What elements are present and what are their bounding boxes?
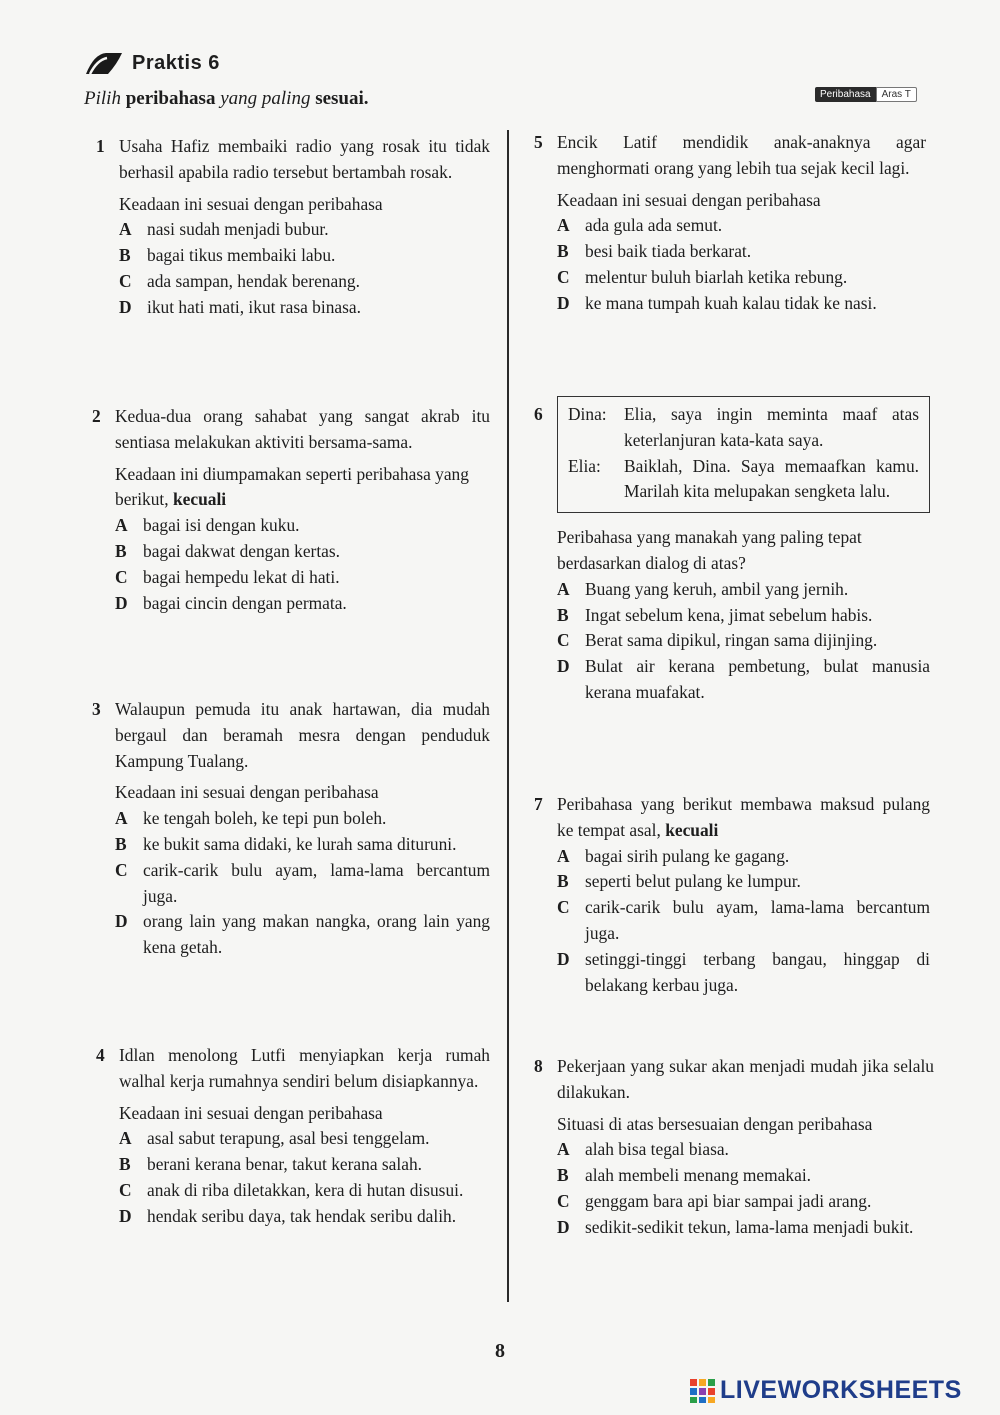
dialog-text: Baiklah, Dina. Saya memaafkan kamu. Marilah kita melupakan sengketa lalu. [624, 455, 919, 502]
option-list [557, 577, 930, 706]
option-letter: C [115, 566, 128, 587]
option-a[interactable] [557, 213, 926, 239]
option-b[interactable] [557, 603, 930, 629]
option-text: Ingat sebelum kena, jimat sebelum habis. [585, 604, 873, 625]
option-letter: A [557, 578, 570, 599]
option-letter: B [557, 241, 569, 262]
option-letter: A [119, 219, 132, 240]
dialog-line [568, 402, 919, 454]
question-stem-text: Peribahasa yang berikut membawa maksud pulang ke tempat asal, [557, 794, 930, 840]
question-lead: Situasi di atas bersesuaian dengan peribahasa [557, 1113, 873, 1134]
option-text: ke bukit sama didaki, ke lurah sama dituruni. [143, 833, 457, 854]
question-stem [557, 792, 930, 844]
question-stem: Encik Latif mendidik anak-anaknya agar menghormati orang yang lebih tua sejak kecil lagi. [557, 132, 926, 178]
question-lead: Peribahasa yang manakah yang paling tepat berdasarkan dialog di atas? [557, 527, 862, 573]
option-d[interactable] [557, 947, 930, 999]
question-stem: Walaupun pemuda itu anak hartawan, dia mudah bergaul dan beramah mesra dengan penduduk Kampung Tualang. [115, 699, 490, 771]
option-c[interactable] [119, 1178, 490, 1204]
option-letter: D [557, 1216, 570, 1237]
question-number: 6 [534, 404, 543, 424]
option-text: orang lain yang makan nangka, orang lain yang kena getah. [143, 911, 490, 958]
option-text: anak di riba diletakkan, kera di hutan disusui. [147, 1179, 464, 1200]
question-lead: Keadaan ini sesuai dengan peribahasa [119, 1102, 383, 1123]
option-letter: B [119, 1154, 131, 1175]
option-text: carik-carik bulu ayam, lama-lama bercantum juga. [143, 859, 490, 906]
option-letter: A [557, 1139, 570, 1160]
option-list [115, 806, 490, 961]
question-lead: Keadaan ini sesuai dengan peribahasa [115, 782, 379, 803]
option-a[interactable] [557, 1137, 934, 1163]
option-b[interactable] [119, 243, 490, 269]
question-stem: Usaha Hafiz membaiki radio yang rosak itu tidak berhasil apabila radio tersebut bertambah rosak. [119, 136, 490, 182]
option-letter: D [557, 656, 570, 677]
option-letter: C [119, 1179, 132, 1200]
question-4 [96, 1043, 490, 1230]
topic-tag [815, 87, 917, 102]
dialog-box [557, 396, 930, 513]
option-letter: A [115, 515, 128, 536]
section-title: Praktis 6 [132, 51, 220, 74]
option-text: genggam bara api biar sampai jadi arang. [585, 1190, 872, 1211]
option-d[interactable] [557, 1215, 934, 1241]
topic-tag-label: Peribahasa [815, 87, 876, 102]
option-text: Buang yang keruh, ambil yang jernih. [585, 578, 849, 599]
option-d[interactable] [115, 591, 490, 617]
option-text: ke tengah boleh, ke tepi pun boleh. [143, 808, 387, 829]
option-letter: C [557, 266, 570, 287]
question-8 [534, 1054, 934, 1241]
option-letter: B [115, 833, 127, 854]
dialog-speaker: Dina: [568, 404, 607, 424]
dialog-text: Elia, saya ingin meminta maaf atas keterlanjuran kata-kata saya. [624, 404, 919, 450]
option-text: alah bisa tegal biasa. [585, 1139, 729, 1160]
question-lead: Keadaan ini sesuai dengan peribahasa [119, 193, 383, 214]
dialog-line [568, 454, 919, 506]
option-list [557, 1137, 934, 1240]
option-text: Berat sama dipikul, ringan sama dijinjing. [585, 630, 878, 651]
option-c[interactable] [557, 895, 930, 947]
option-a[interactable] [557, 844, 930, 870]
option-letter: D [119, 1205, 132, 1226]
option-text: Bulat air kerana pembetung, bulat manusia kerana muafakat. [585, 656, 930, 702]
question-lead-text: Keadaan ini diumpamakan seperti peribahasa yang berikut, [115, 463, 469, 510]
question-stem: Pekerjaan yang sukar akan menjadi mudah jika selalu dilakukan. [557, 1056, 934, 1102]
option-text: nasi sudah menjadi bubur. [147, 219, 329, 240]
question-stem-emphasis: kecuali [665, 819, 719, 840]
option-b[interactable] [557, 1163, 934, 1189]
option-list [557, 213, 926, 316]
option-b[interactable] [115, 832, 490, 858]
option-text: bagai isi dengan kuku. [143, 515, 300, 536]
instruction-part-1: Pilih [84, 88, 126, 109]
option-letter: D [557, 292, 570, 313]
question-7 [534, 792, 930, 998]
question-number: 5 [534, 132, 543, 152]
option-list [115, 513, 490, 616]
liveworksheets-logo-icon [690, 1379, 716, 1403]
instruction-part-4: sesuai. [315, 88, 369, 109]
option-letter: B [557, 871, 569, 892]
option-letter: A [115, 808, 128, 829]
option-d[interactable] [119, 1204, 490, 1230]
option-letter: C [557, 897, 570, 918]
option-letter: C [557, 630, 570, 651]
level-tag-label: Aras T [876, 87, 917, 102]
instruction [84, 88, 369, 110]
option-text: asal sabut terapung, asal besi tenggelam. [147, 1128, 430, 1149]
liveworksheets-watermark [690, 1376, 962, 1405]
option-letter: B [557, 1165, 569, 1186]
question-number: 7 [534, 794, 543, 814]
option-letter: D [119, 296, 132, 317]
option-text: ke mana tumpah kuah kalau tidak ke nasi. [585, 292, 877, 313]
option-d[interactable] [557, 291, 926, 317]
option-a[interactable] [119, 217, 490, 243]
option-text: bagai tikus membaiki labu. [147, 245, 336, 266]
question-2 [92, 404, 490, 616]
question-number: 1 [96, 136, 105, 156]
question-lead [115, 462, 490, 514]
option-c[interactable] [557, 628, 930, 654]
question-number: 2 [92, 406, 101, 426]
question-stem: Idlan menolong Lutfi menyiapkan kerja rumah walhal kerja rumahnya sendiri belum disiapkannya. [119, 1045, 490, 1091]
option-letter: C [115, 859, 128, 880]
option-letter: B [119, 245, 131, 266]
option-list [557, 844, 930, 999]
option-b[interactable] [557, 869, 930, 895]
option-letter: D [115, 911, 128, 932]
option-text: bagai hempedu lekat di hati. [143, 566, 340, 587]
question-lead: Keadaan ini sesuai dengan peribahasa [557, 189, 821, 210]
option-a[interactable] [119, 1126, 490, 1152]
option-c[interactable] [115, 565, 490, 591]
option-d[interactable] [119, 295, 490, 321]
watermark-text: LIVEWORKSHEETS [720, 1376, 962, 1404]
option-letter: C [557, 1190, 570, 1211]
option-text: bagai dakwat dengan kertas. [143, 540, 341, 561]
option-c[interactable] [115, 858, 490, 910]
option-letter: D [115, 592, 128, 613]
option-text: sedikit-sedikit tekun, lama-lama menjadi bukit. [585, 1216, 914, 1237]
option-letter: B [115, 540, 127, 561]
option-text: bagai cincin dengan permata. [143, 592, 347, 613]
dialog-speaker: Elia: [568, 455, 601, 476]
question-stem: Kedua-dua orang sahabat yang sangat akrab itu sentiasa melakukan aktiviti bersama-sama. [115, 406, 490, 452]
option-b[interactable] [557, 239, 926, 265]
option-letter: A [557, 215, 570, 236]
instruction-part-3: yang paling [220, 88, 316, 109]
option-list [119, 217, 490, 320]
option-text: berani kerana benar, takut kerana salah. [147, 1154, 422, 1175]
option-d[interactable] [557, 654, 930, 706]
option-a[interactable] [557, 577, 930, 603]
question-6 [534, 396, 930, 706]
question-lead-emphasis: kecuali [172, 489, 227, 510]
option-list [119, 1126, 490, 1229]
option-text: ada sampan, hendak berenang. [147, 270, 360, 291]
column-divider [507, 130, 509, 1302]
option-a[interactable] [115, 806, 490, 832]
option-letter: C [119, 270, 132, 291]
option-text: hendak seribu daya, tak hendak seribu dalih. [147, 1205, 457, 1226]
option-text: melentur buluh biarlah ketika rebung. [585, 266, 848, 287]
option-letter: B [557, 604, 569, 625]
option-d[interactable] [115, 909, 490, 961]
option-text: setinggi-tinggi terbang bangau, hinggap di belakang kerbau juga. [585, 948, 930, 995]
option-letter: A [557, 845, 570, 866]
question-3 [92, 697, 490, 961]
question-number: 3 [92, 699, 101, 719]
page-number: 8 [495, 1340, 505, 1362]
question-number: 8 [534, 1056, 543, 1076]
option-text: alah membeli menang memakai. [585, 1165, 811, 1186]
option-text: ikut hati mati, ikut rasa binasa. [147, 296, 361, 317]
question-5 [534, 130, 926, 317]
option-letter: D [557, 948, 570, 969]
option-c[interactable] [557, 265, 926, 291]
question-1 [96, 134, 490, 321]
option-text: bagai sirih pulang ke gagang. [585, 845, 790, 866]
option-text: besi baik tiada berkarat. [585, 241, 752, 262]
section-header [84, 48, 220, 78]
option-b[interactable] [115, 539, 490, 565]
option-text: carik-carik bulu ayam, lama-lama bercantum juga. [585, 897, 930, 943]
option-letter: A [119, 1128, 132, 1149]
option-text: ada gula ada semut. [585, 215, 723, 236]
option-c[interactable] [557, 1189, 934, 1215]
option-text: seperti belut pulang ke lumpur. [585, 871, 801, 892]
option-a[interactable] [115, 513, 490, 539]
question-number: 4 [96, 1045, 105, 1065]
section-badge-icon [84, 48, 124, 78]
instruction-part-2: peribahasa [125, 88, 221, 109]
option-c[interactable] [119, 269, 490, 295]
option-b[interactable] [119, 1152, 490, 1178]
